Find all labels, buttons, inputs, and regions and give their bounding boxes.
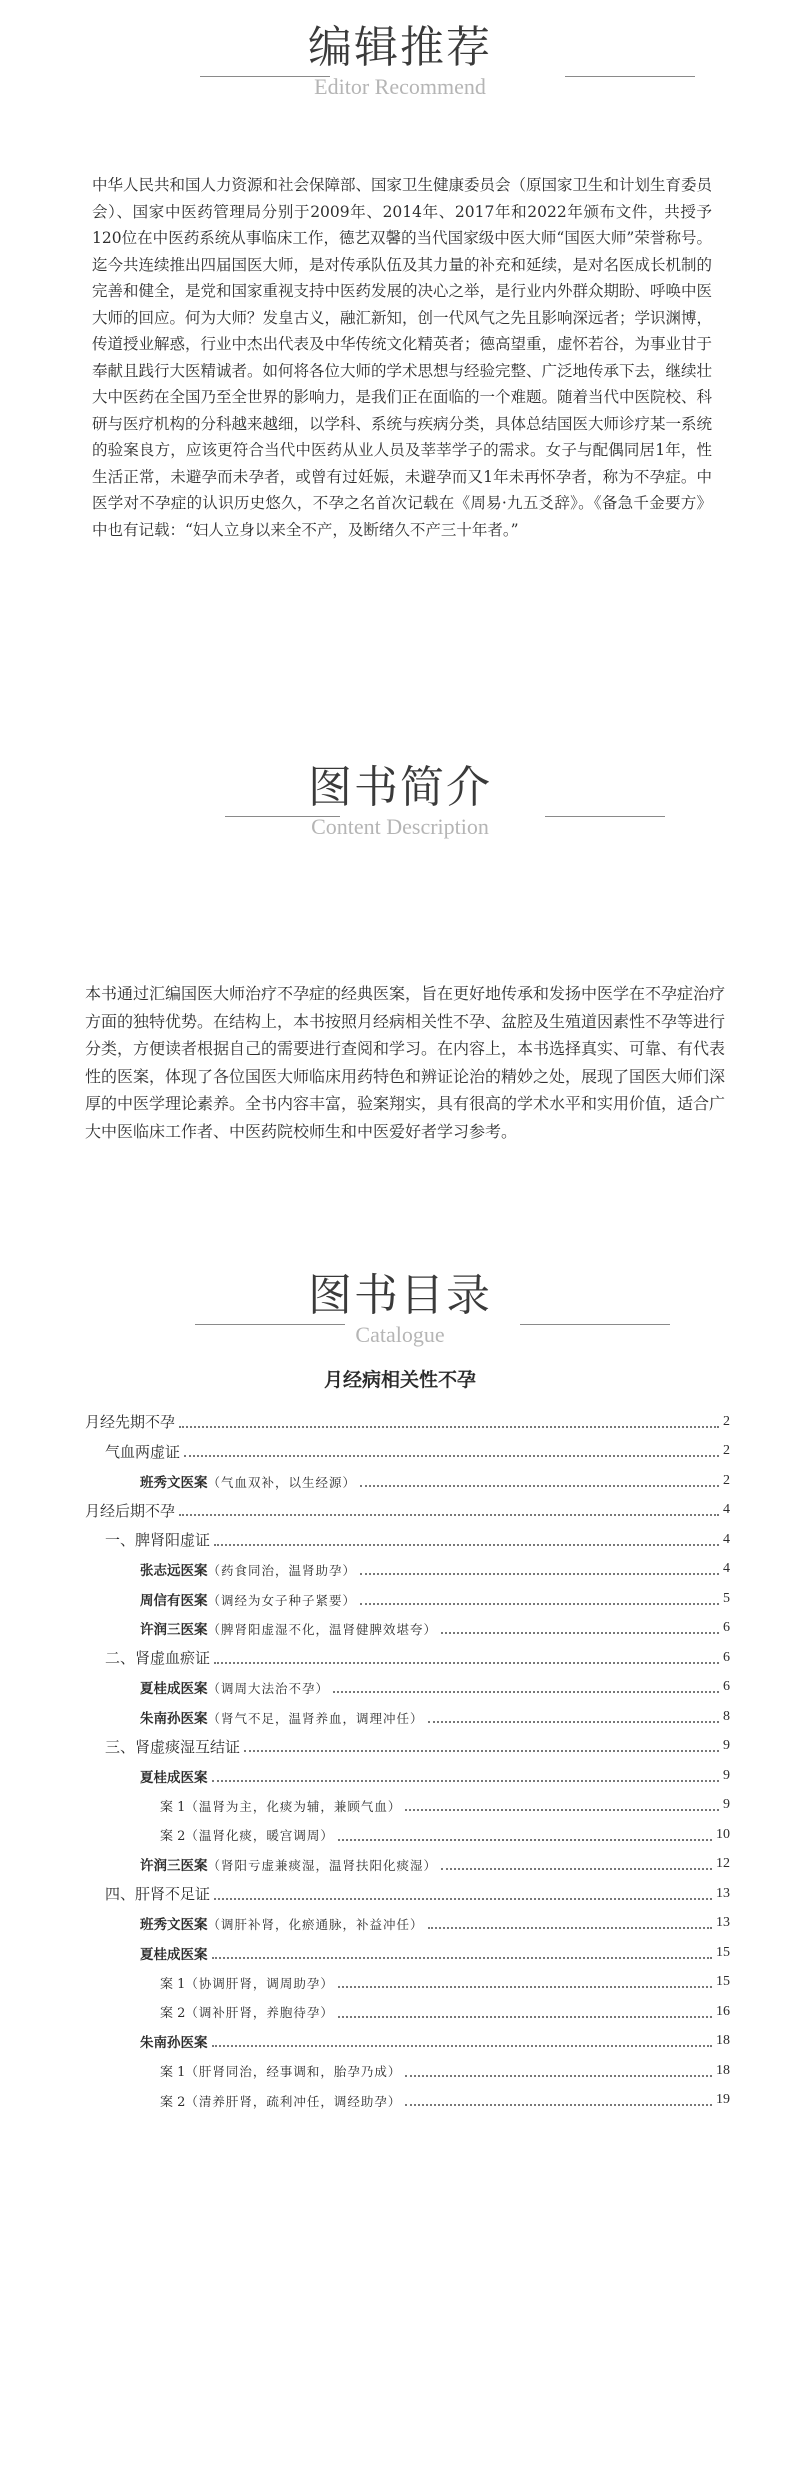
toc-entry-label: 夏桂成医案 xyxy=(140,1946,208,1963)
toc-leader-dots xyxy=(338,2016,712,2018)
toc-entry xyxy=(85,1407,730,1437)
toc-leader-dots xyxy=(360,1603,719,1605)
toc-entry-title xyxy=(160,1973,338,1992)
toc-entry xyxy=(85,1437,730,1467)
toc-entry-note: （调肝补肾，化瘀通脉，补益冲任） xyxy=(207,1917,424,1933)
toc-entry xyxy=(85,2086,730,2116)
toc-entry-label: 夏桂成医案 xyxy=(140,1681,208,1698)
toc-entry-label: 班秀文医案 xyxy=(140,1917,208,1934)
toc-entry-label: 月经先期不孕 xyxy=(85,1413,176,1432)
toc-entry-note: （调周大法治不孕） xyxy=(207,1681,330,1697)
editor-paragraph: 中华人民共和国人力资源和社会保障部、国家卫生健康委员会（原国家卫生和计划生育委员会）、国家中医药管理局分别于2009年、2014年、2017年和2022年颁布文件，共授予120位在中医药系统从事临床工作，德艺双馨的当代国家级中医大师“国医大师”荣誉称号。迄今共连续推出四届国医大师，是对传承队伍及其力量的补充和延续，是对名医成长机制的完善和健全，是党和国家重视支持中医药发展的决心之举，是行业内外群众期盼、呼唤中医大师的回应。何为大师？发皇古义，融汇新知，创一代风气之先且影响深远者；学识渊博，传道授业解惑，行业中杰出代表及中华传统文化精英者；德高望重，虚怀若谷，为事业甘于奉献且践行大医精诚者。如何将各位大师的学术思想与经验完整、广泛地传承下去，继续壮大中医药在全国乃至全世界的影响力，是我们正在面临的一个难题。随着当代中医院校、科研与医疗机构的分科越来越细，以学科、系统与疾病分类，具体总结国医大师诊疗某一系统的验案良方，应该更符合当代中医药从业人员及莘莘学子的需求。女子与配偶同居1年，性生活正常，未避孕而未孕者，或曾有过妊娠，未避孕而又1年未再怀孕者，称为不孕症。中医学对不孕症的认识历史悠久，不孕之名首次记载在《周易·九五爻辞》。《备急千金要方》中也有记载：“妇人立身以来全不产，及断绪久不产三十年者。” xyxy=(92,176,713,539)
toc-entry-label: 许润三医案 xyxy=(140,1622,208,1639)
intro-paragraph: 本书通过汇编国医大师治疗不孕症的经典医案，旨在更好地传承和发扬中医学在不孕症治疗方面的独特优势。在结构上，本书按照月经病相关性不孕、盆腔及生殖道因素性不孕等进行分类，方便读者根据自己的需要进行查阅和学习。在内容上，本书选择真实、可靠、有代表性的医案，体现了各位国医大师临床用药特色和辨证论治的精妙之处，展现了国医大师们深厚的中医学理论素养。全书内容丰富，验案翔实，具有很高的学术水平和实用价值，适合广大中医临床工作者、中医药院校师生和中医爱好者学习参考。 xyxy=(85,984,726,1141)
toc-entry-label: 四、肝肾不足证 xyxy=(105,1885,211,1904)
toc-entry-label: 张志远医案 xyxy=(140,1563,208,1580)
toc-leader-dots xyxy=(428,1721,719,1723)
toc-leader-dots xyxy=(244,1750,719,1752)
toc-leader-dots xyxy=(184,1455,719,1457)
toc-page-number: 9 xyxy=(723,1738,730,1754)
toc-leader-dots xyxy=(214,1898,712,1900)
toc-entry-label: 一、脾肾阳虚证 xyxy=(105,1531,211,1550)
toc-entry-title xyxy=(140,1766,212,1786)
toc-entry-label: 案 1 xyxy=(160,2065,186,2081)
toc-entry-title xyxy=(140,1707,428,1727)
toc-page-number: 2 xyxy=(723,1443,730,1459)
toc-entry-label: 许润三医案 xyxy=(140,1858,208,1875)
toc-page-number: 12 xyxy=(716,1856,730,1872)
toc-leader-dots xyxy=(441,1868,712,1870)
toc-page-number: 6 xyxy=(723,1620,730,1636)
toc-entry-title xyxy=(140,1854,441,1874)
toc-entry-title xyxy=(105,1736,244,1757)
toc-entry-title xyxy=(160,2002,338,2021)
toc-leader-dots xyxy=(179,1426,719,1428)
toc-leader-dots xyxy=(428,1927,712,1929)
toc-entry-label: 案 1 xyxy=(160,1976,186,1992)
toc-entry-title xyxy=(160,2091,405,2110)
toc-entry xyxy=(85,1968,730,1998)
toc-entry xyxy=(85,1791,730,1821)
catalogue-section-header xyxy=(0,1268,800,1368)
toc-entry xyxy=(85,2027,730,2057)
toc-entry-label: 案 2 xyxy=(160,2094,186,2110)
toc-entry xyxy=(85,1938,730,1968)
toc-page-number: 5 xyxy=(723,1590,730,1606)
toc-entry-label: 气血两虚证 xyxy=(105,1442,181,1461)
toc-entry-label: 朱南孙医案 xyxy=(140,2035,208,2052)
toc-page-number: 4 xyxy=(723,1561,730,1577)
toc-page-number: 18 xyxy=(716,2062,730,2078)
toc-entry-title xyxy=(140,1471,360,1491)
toc-entry-title xyxy=(105,1441,184,1462)
toc-leader-dots xyxy=(338,1839,712,1841)
toc-page-number: 15 xyxy=(716,1944,730,1960)
table-of-contents xyxy=(85,1407,730,2115)
toc-page-number: 13 xyxy=(716,1885,730,1901)
toc-page-number: 9 xyxy=(723,1797,730,1813)
toc-entry xyxy=(85,1525,730,1555)
toc-entry-title xyxy=(140,1943,212,1963)
editor-section-header xyxy=(0,20,800,120)
toc-entry-title xyxy=(85,1500,179,1521)
toc-leader-dots xyxy=(405,2104,712,2106)
toc-leader-dots xyxy=(212,1780,720,1782)
toc-entry-note: （肾阳亏虚兼痰湿，温肾扶阳化痰湿） xyxy=(207,1858,438,1874)
toc-entry-note: （调经为女子种子紧要） xyxy=(207,1592,357,1608)
toc-leader-dots xyxy=(441,1632,719,1634)
toc-entry xyxy=(85,1761,730,1791)
toc-page-number: 18 xyxy=(716,2033,730,2049)
toc-entry xyxy=(85,2056,730,2086)
toc-entry xyxy=(85,1909,730,1939)
toc-entry-note: （协调肝肾，调周助孕） xyxy=(185,1975,334,1991)
toc-entry xyxy=(85,1702,730,1732)
toc-entry-note: （药食同治，温肾助孕） xyxy=(207,1563,357,1579)
toc-page-number: 4 xyxy=(723,1502,730,1518)
toc-entry-note: （肾气不足，温肾养血，调理冲任） xyxy=(207,1710,424,1726)
intro-section-header xyxy=(0,760,800,860)
toc-entry-title xyxy=(105,1883,214,1904)
toc-leader-dots xyxy=(360,1573,719,1575)
toc-page-number: 15 xyxy=(716,1974,730,1990)
toc-entry-title xyxy=(160,1825,338,1844)
toc-page-number: 6 xyxy=(723,1649,730,1665)
toc-entry-label: 二、肾虚血瘀证 xyxy=(105,1649,211,1668)
toc-entry-label: 案 1 xyxy=(160,1799,186,1815)
toc-entry-label: 周信有医案 xyxy=(140,1592,208,1609)
toc-leader-dots xyxy=(212,1957,713,1959)
toc-entry xyxy=(85,1584,730,1614)
toc-entry xyxy=(85,1732,730,1762)
editor-subtitle: Editor Recommend xyxy=(314,74,486,99)
toc-entry xyxy=(85,1496,730,1526)
toc-leader-dots xyxy=(214,1662,719,1664)
toc-page-number: 13 xyxy=(716,1915,730,1931)
toc-leader-dots xyxy=(405,2075,712,2077)
toc-leader-dots xyxy=(212,2045,713,2047)
toc-page-number: 4 xyxy=(723,1531,730,1547)
toc-entry xyxy=(85,1673,730,1703)
catalogue-title: 图书目录 xyxy=(308,1270,492,1321)
toc-entry-title xyxy=(85,1411,179,1432)
toc-entry xyxy=(85,1879,730,1909)
toc-page-number: 2 xyxy=(723,1472,730,1488)
toc-entry-note: （气血双补，以生经源） xyxy=(207,1474,357,1490)
editor-title: 编辑推荐 xyxy=(308,22,492,73)
toc-entry xyxy=(85,1850,730,1880)
toc-page-number: 9 xyxy=(723,1767,730,1783)
toc-page-number: 10 xyxy=(716,1826,730,1842)
toc-entry-label: 班秀文医案 xyxy=(140,1474,208,1491)
toc-entry-title xyxy=(105,1529,214,1550)
toc-entry-note: （温肾为主，化痰为辅，兼顾气血） xyxy=(185,1798,402,1814)
chapter-title: 月经病相关性不孕 xyxy=(323,1369,476,1391)
toc-entry-label: 夏桂成医案 xyxy=(140,1769,208,1786)
toc-entry xyxy=(85,1643,730,1673)
toc-entry-title xyxy=(160,2061,405,2080)
toc-entry-title xyxy=(140,1677,333,1697)
toc-entry xyxy=(85,1820,730,1850)
toc-page-number: 8 xyxy=(723,1708,730,1724)
toc-entry-note: （清养肝肾，疏利冲任，调经助孕） xyxy=(185,2093,402,2109)
toc-entry-note: （肝肾同治，经事调和，胎孕乃成） xyxy=(185,2064,402,2080)
toc-entry-title xyxy=(140,1559,360,1579)
toc-page-number: 2 xyxy=(723,1413,730,1429)
intro-subtitle: Content Description xyxy=(311,814,489,839)
toc-entry-title xyxy=(160,1796,405,1815)
intro-title: 图书简介 xyxy=(308,762,492,813)
toc-entry-label: 案 2 xyxy=(160,2006,186,2022)
toc-entry-label: 案 2 xyxy=(160,1829,186,1845)
toc-entry-title xyxy=(140,1913,428,1933)
toc-entry-note: （调补肝肾，养胞待孕） xyxy=(185,2005,334,2021)
toc-entry-note: （脾肾阳虚湿不化，温肾健脾效堪夸） xyxy=(207,1622,438,1638)
catalogue-subtitle: Catalogue xyxy=(355,1322,445,1347)
toc-entry-label: 朱南孙医案 xyxy=(140,1710,208,1727)
toc-entry xyxy=(85,1614,730,1644)
toc-entry-label: 月经后期不孕 xyxy=(85,1501,176,1520)
toc-page-number: 16 xyxy=(716,2003,730,2019)
toc-leader-dots xyxy=(179,1514,719,1516)
toc-leader-dots xyxy=(214,1544,719,1546)
toc-entry-title xyxy=(140,2031,212,2051)
toc-page-number: 19 xyxy=(716,2092,730,2108)
toc-leader-dots xyxy=(333,1691,719,1693)
toc-entry-title xyxy=(140,1618,441,1638)
toc-entry xyxy=(85,1466,730,1496)
toc-entry-title xyxy=(105,1647,214,1668)
toc-entry-title xyxy=(140,1589,360,1609)
toc-entry xyxy=(85,1555,730,1585)
toc-entry xyxy=(85,1997,730,2027)
toc-leader-dots xyxy=(338,1986,712,1988)
toc-page-number: 6 xyxy=(723,1679,730,1695)
toc-leader-dots xyxy=(360,1485,719,1487)
toc-leader-dots xyxy=(405,1809,719,1811)
toc-entry-note: （温肾化痰，暖宫调周） xyxy=(185,1828,334,1844)
toc-entry-label: 三、肾虚痰湿互结证 xyxy=(105,1737,241,1756)
